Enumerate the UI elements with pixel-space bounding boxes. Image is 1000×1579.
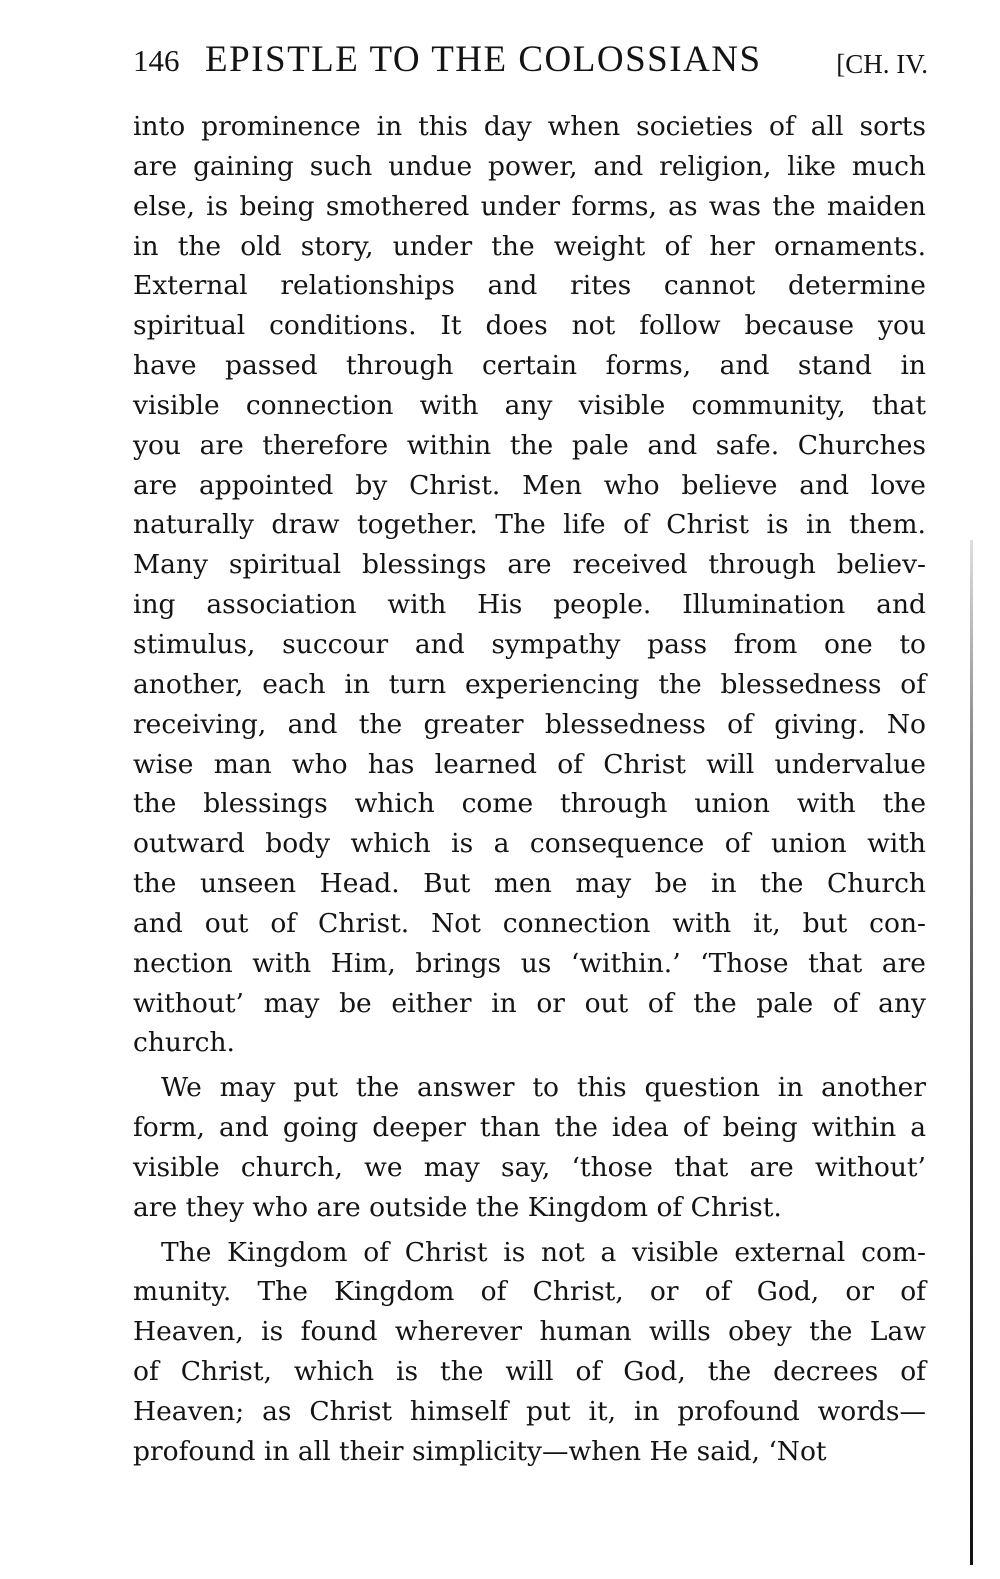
text-line: another, each in turn experiencing the blessedness of <box>133 668 926 700</box>
text-line: wise man who has learned of Christ will undervalue <box>133 748 926 780</box>
text-line: nection with Him, brings us ‘within.’ ‘Those that are <box>133 947 926 979</box>
text-line: you are therefore within the pale and safe. Churches <box>133 429 926 461</box>
text-line: visible church, we may say, ‘those that are without’ <box>133 1151 926 1183</box>
text-line: Heaven, is found wherever human wills obey the Law <box>133 1316 926 1348</box>
page-number: 146 <box>133 43 180 78</box>
text-line: External relationships and rites cannot determine <box>133 270 926 302</box>
text-line: Many spiritual blessings are received through believ- <box>133 549 926 581</box>
text-line: into prominence in this day when societies of all sorts <box>133 111 926 142</box>
text-line: without’ may be either in or out of the pale of any <box>133 987 926 1019</box>
text-line: in the old story, under the weight of her ornaments. <box>133 230 926 262</box>
text-line: of Christ, which is the will of God, the decrees of <box>133 1356 926 1388</box>
running-title: EPISTLE TO THE COLOSSIANS <box>205 39 762 80</box>
text-line: We may put the answer to this question in another <box>161 1072 926 1104</box>
text-line: munity. The Kingdom of Christ, or of God, or of <box>133 1276 926 1308</box>
text-line: outward body which is a consequence of union with <box>133 828 926 860</box>
running-header <box>133 36 928 86</box>
text-line: receiving, and the greater blessedness of giving. No <box>133 708 926 740</box>
chapter-reference: [CH. IV. <box>836 49 928 79</box>
body-text <box>133 107 926 1472</box>
text-line: else, is being smothered under forms, as was the maiden <box>133 190 926 222</box>
text-line: are gaining such undue power, and religion, like much <box>133 150 926 182</box>
paragraph <box>133 107 926 1063</box>
text-line: The Kingdom of Christ is not a visible external com- <box>161 1236 926 1268</box>
paragraph <box>133 1068 926 1227</box>
text-line: visible connection with any visible community, that <box>133 389 926 421</box>
text-line: profound in all their simplicity—when He said, ‘Not <box>133 1435 827 1467</box>
text-line: naturally draw together. The life of Christ is in them. <box>133 509 926 541</box>
paragraph <box>133 1233 926 1472</box>
text-line: Heaven; as Christ himself put it, in profound words— <box>133 1396 926 1427</box>
page-edge-shadow <box>970 540 973 1565</box>
text-line: have passed through certain forms, and stand in <box>133 350 926 382</box>
text-line: stimulus, succour and sympathy pass from one to <box>133 628 926 660</box>
text-line: the unseen Head. But men may be in the Church <box>133 868 926 900</box>
text-line: the blessings which come through union with the <box>133 788 926 820</box>
text-line: ing association with His people. Illumination and <box>133 589 926 621</box>
text-line: form, and going deeper than the idea of being within a <box>133 1112 926 1144</box>
text-line: are appointed by Christ. Men who believe and love <box>133 469 926 501</box>
text-line: and out of Christ. Not connection with it, but con- <box>133 907 926 939</box>
text-line: spiritual conditions. It does not follow because you <box>133 310 926 342</box>
text-line: church. <box>133 1027 235 1059</box>
text-line: are they who are outside the Kingdom of Christ. <box>133 1191 782 1223</box>
